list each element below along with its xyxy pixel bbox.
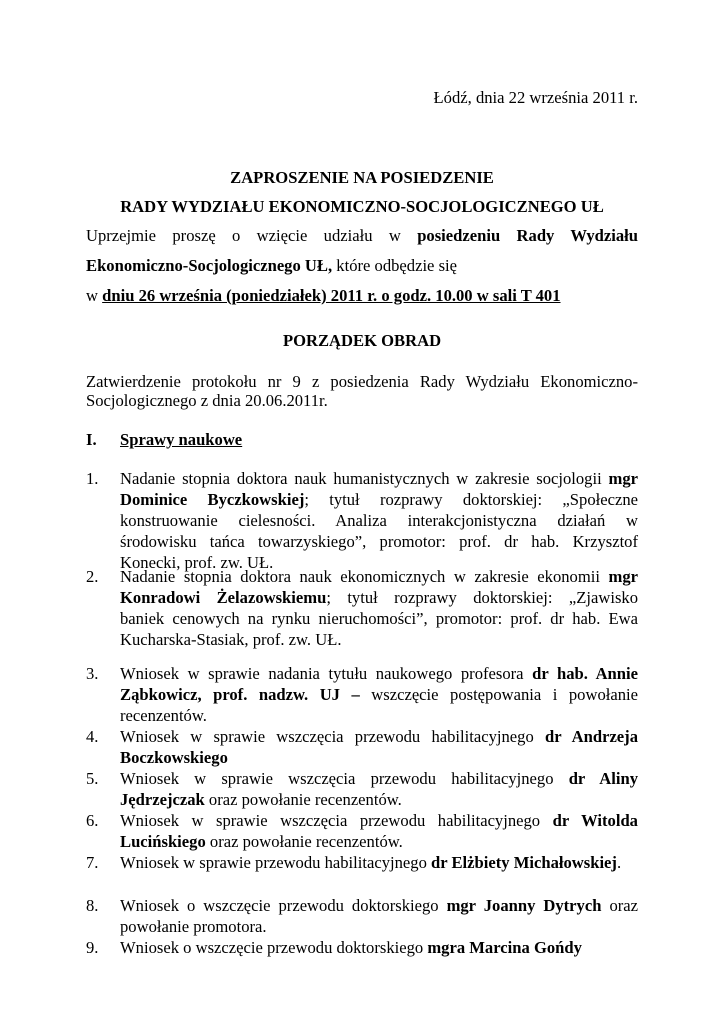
item-number: 6. [86, 811, 99, 830]
document-date: Łódź, dnia 22 września 2011 r. [433, 88, 638, 107]
invitation-text: które odbędzie się [332, 256, 458, 275]
item-text [120, 937, 638, 958]
person-name: Konradowi Żelazowskiemu [120, 588, 327, 607]
item-line: Nadanie stopnia doktora nauk humanistycznych w zakresie socjologii mgr [120, 469, 638, 488]
item-line: Wniosek o wszczęcie przewodu doktorskiego mgr Joanny Dytrych oraz [120, 896, 638, 915]
section-number: I. [86, 430, 97, 449]
item-text [120, 566, 638, 650]
person-name: mgr Joanny Dytrych [446, 896, 602, 915]
meeting-datetime: dniu 26 września (poniedziałek) 2011 r. o godz. 10.00 w sali T 401 [102, 286, 561, 305]
item-text [120, 810, 638, 852]
person-name: Lucińskiego [120, 832, 206, 851]
item-line: recenzentów. [120, 706, 207, 725]
person-name: Dominice Byczkowskiej [120, 490, 305, 509]
item-text [120, 663, 638, 726]
invitation-text: Uprzejmie proszę o wzięcie udziału w [86, 226, 418, 245]
item-number: 1. [86, 469, 99, 488]
item-text [120, 895, 638, 937]
person-name: Ząbkowicz, prof. nadzw. UJ – [120, 685, 360, 704]
item-number: 8. [86, 896, 99, 915]
item-line: Kucharska-Stasiak, prof. zw. UŁ. [120, 630, 342, 649]
invitation-title: ZAPROSZENIE NA POSIEDZENIE [230, 168, 494, 187]
item-line: Konradowi Żelazowskiemu; tytuł rozprawy doktorskiej: „Zjawisko [120, 588, 638, 607]
item-line: Wniosek w sprawie przewodu habilitacyjnego dr Elżbiety Michałowskiej. [120, 853, 622, 872]
person-name: Jędrzejczak [120, 790, 205, 809]
item-line: Konecki, prof. zw. UŁ. [120, 553, 274, 572]
item-text [120, 726, 638, 768]
item-text [120, 852, 638, 873]
item-number: 2. [86, 567, 99, 586]
item-line: Lucińskiego oraz powołanie recenzentów. [120, 832, 403, 851]
meeting-datetime-line [86, 286, 638, 306]
item-number: 3. [86, 664, 99, 683]
agenda-title: PORZĄDEK OBRAD [282, 331, 442, 350]
item-number: 4. [86, 727, 99, 746]
faculty-name: Ekonomiczno-Socjologicznego UŁ, [86, 256, 333, 275]
invitation-paragraph-line-2 [86, 256, 638, 276]
item-number: 7. [86, 853, 99, 872]
invitation-emphasis: posiedzeniu Rady Wydziału [417, 226, 638, 245]
item-number: 9. [86, 938, 99, 957]
item-text [120, 468, 638, 573]
item-line: konstruowanie cielesności. Analiza interakcjonistyczna działań w [120, 511, 638, 530]
item-line: powołanie promotora. [120, 917, 267, 936]
item-line: Ząbkowicz, prof. nadzw. UJ – wszczęcie postępowania i powołanie [120, 685, 638, 704]
item-line: Jędrzejczak oraz powołanie recenzentów. [120, 790, 402, 809]
council-title: RADY WYDZIAŁU EKONOMICZNO-SOCJOLOGICZNEGO UŁ [120, 197, 604, 216]
item-line: środowisku tańca towarzyskiego”, promotor: prof. dr hab. Krzysztof [120, 532, 638, 551]
item-line: Wniosek w sprawie nadania tytułu naukowego profesora dr hab. Annie [120, 664, 638, 683]
item-line: Wniosek w sprawie wszczęcia przewodu habilitacyjnego dr Witolda [120, 811, 638, 830]
item-text [120, 768, 638, 810]
section-label: Sprawy naukowe [120, 430, 243, 449]
invitation-paragraph-line-1 [86, 226, 638, 246]
invitation-text: w [86, 286, 103, 305]
item-number: 5. [86, 769, 99, 788]
item-line: Nadanie stopnia doktora nauk ekonomicznych w zakresie ekonomii mgr [120, 567, 638, 586]
protocol-approval-line-2: Socjologicznego z dnia 20.06.2011r. [86, 391, 328, 410]
item-line [120, 747, 638, 768]
item-line: Wniosek w sprawie wszczęcia przewodu habilitacyjnego dr Aliny [120, 769, 638, 788]
item-line: Wniosek w sprawie wszczęcia przewodu habilitacyjnego dr Andrzeja [120, 727, 638, 746]
item-line: Dominice Byczkowskiej; tytuł rozprawy doktorskiej: „Społeczne [120, 490, 638, 509]
person-name: Boczkowskiego [120, 748, 228, 767]
protocol-approval-line-1: Zatwierdzenie protokołu nr 9 z posiedzenia Rady Wydziału Ekonomiczno- [86, 372, 638, 391]
person-name: dr Elżbiety Michałowskiej [431, 853, 617, 872]
item-line: Wniosek o wszczęcie przewodu doktorskiego mgra Marcina Gońdy [120, 938, 582, 957]
item-line: baniek cenowych na rynku nieruchomości”, promotor: prof. dr hab. Ewa [120, 609, 638, 628]
person-name: mgra Marcina Gońdy [427, 938, 582, 957]
